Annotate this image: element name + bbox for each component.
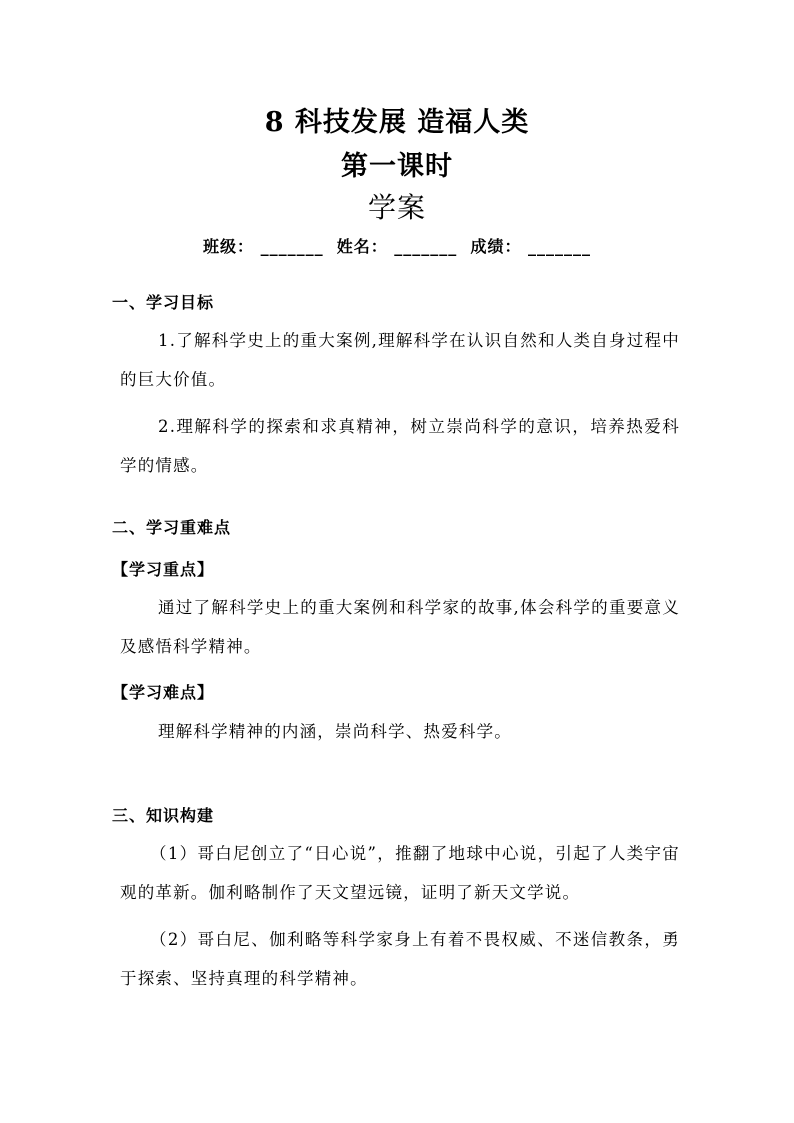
key-point-text: 通过了解科学史上的重大案例和科学家的故事,体会科学的重要意义及感悟科学精神。	[120, 598, 680, 656]
score-label: 成绩：	[470, 237, 522, 256]
objective-1: 1.了解科学史上的重大案例,理解科学在认识自然和人类自身过程中的巨大价值。	[120, 331, 680, 389]
name-blank: _______	[394, 237, 458, 256]
difficulty-text: 理解科学精神的内涵，崇尚科学、热爱科学。	[158, 722, 512, 741]
lesson-title: 8 科技发展 造福人类	[264, 107, 530, 138]
section-heading-key-points: 二、学习重难点	[112, 518, 232, 537]
section-heading-knowledge: 三、知识构建	[112, 806, 215, 825]
knowledge-item-2: （2）哥白尼、伽利略等科学家身上有着不畏权威、不迷信教条，勇于探索、坚持真理的科学精神。	[120, 930, 680, 988]
section-heading-objectives: 一、学习目标	[112, 293, 215, 312]
class-label: 班级：	[202, 237, 254, 256]
student-info-line	[0, 234, 794, 257]
key-point-label: 【学习重点】	[112, 560, 215, 579]
lesson-subtitle: 第一课时	[341, 151, 453, 182]
score-blank: _______	[528, 237, 592, 256]
knowledge-item-1: （1）哥白尼创立了“日心说”，推翻了地球中心说，引起了人类宇宙观的革新。伽利略制作了天文望远镜，证明了新天文学说。	[120, 844, 680, 902]
class-blank: _______	[260, 237, 324, 256]
name-label: 姓名：	[336, 237, 388, 256]
difficulty-label: 【学习难点】	[112, 683, 215, 702]
objective-2: 2.理解科学的探索和求真精神，树立崇尚科学的意识，培养热爱科学的情感。	[120, 417, 680, 475]
document-type-title: 学案	[367, 191, 426, 224]
